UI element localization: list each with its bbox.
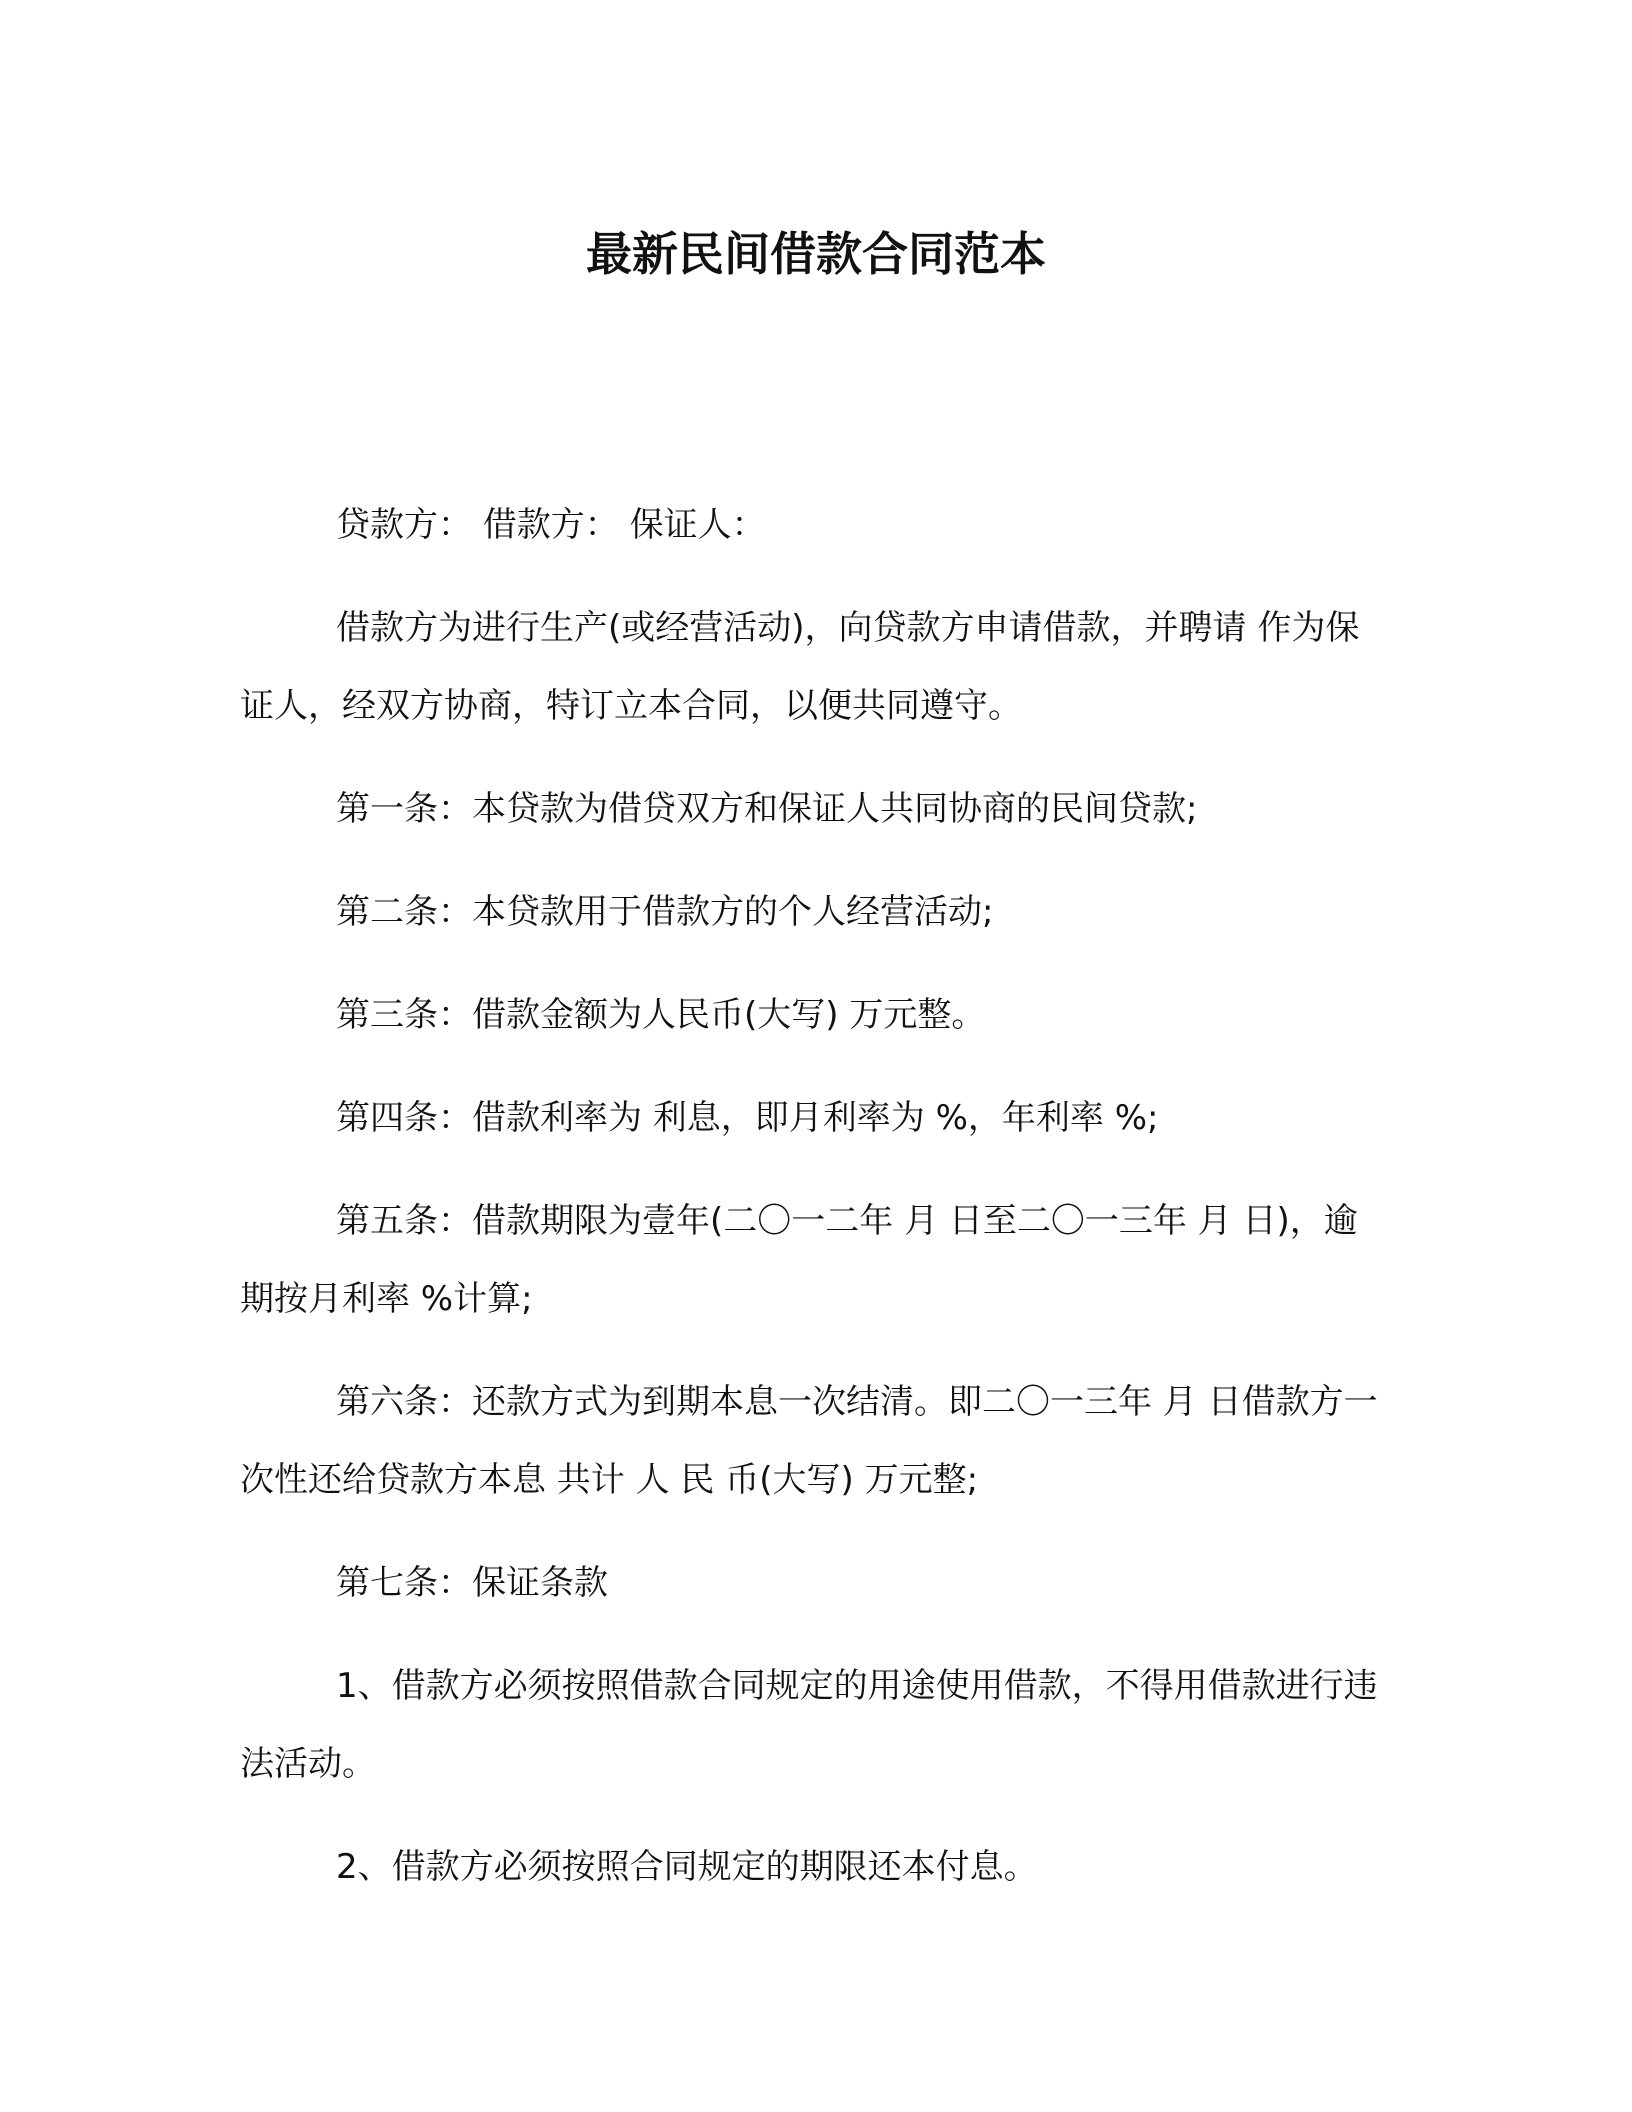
article-7-heading: 第七条：保证条款 [336,1563,608,1603]
article-5: 第五条：借款期限为壹年(二〇一二年 月 日至二〇一三年 月 日)，逾期按月利率 %计算; [240,1201,1358,1319]
article-6: 第六条：还款方式为到期本息一次结清。即二〇一三年 月 日借款方一次性还给贷款方本息 共计 人 民 币(大写) 万元整; [240,1382,1378,1500]
article-4: 第四条：借款利率为 利息，即月利率为 %，年利率 %; [336,1098,1159,1138]
document-body [240,486,1390,1931]
article-2: 第二条：本贷款用于借款方的个人经营活动; [336,892,994,932]
document-title: 最新民间借款合同范本 [586,227,1046,281]
guarantee-clause-2: 2、借款方必须按照合同规定的期限还本付息。 [336,1847,1038,1887]
parties-line: 贷款方： 借款方： 保证人： [336,505,766,545]
preamble-paragraph: 借款方为进行生产(或经营活动)，向贷款方申请借款，并聘请 作为保证人，经双方协商，特订立本合同，以便共同遵守。 [240,608,1360,726]
article-1: 第一条：本贷款为借贷双方和保证人共同协商的民间贷款; [336,789,1198,829]
article-3: 第三条：借款金额为人民币(大写) 万元整。 [336,995,986,1035]
guarantee-clause-1: 1、借款方必须按照借款合同规定的用途使用借款，不得用借款进行违法活动。 [240,1666,1378,1784]
